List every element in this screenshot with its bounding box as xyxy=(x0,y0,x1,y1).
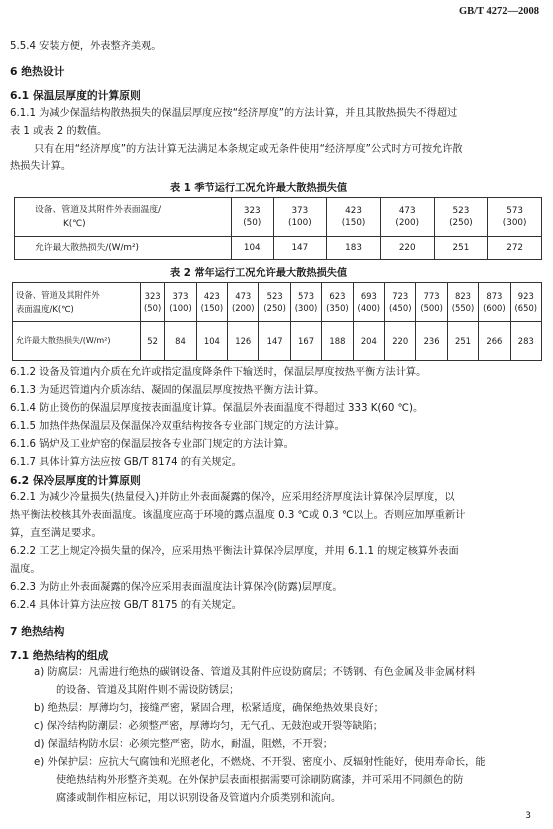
clause-6-1-5: 6.1.5 加热伴热保温层及保温保冷双重结构按各专业部门规定的方法计算。 xyxy=(10,421,345,432)
table1-loss-cell: 251 xyxy=(434,237,488,260)
table2-temperature-cell xyxy=(447,283,478,322)
table2-k: 693 xyxy=(360,291,377,301)
standard-number: GB/T 4272—2008 xyxy=(458,6,539,17)
clause-6-2-2-line2: 温度。 xyxy=(10,564,41,575)
table2-k: 373 xyxy=(172,291,189,301)
table2-temperature-label-line1: 设备、管道及其附件外 xyxy=(16,290,100,300)
table-2 xyxy=(12,282,542,361)
table2-k: 723 xyxy=(392,291,409,301)
section-heading-6: 6 绝热设计 xyxy=(10,65,65,78)
table1-temperature-cell xyxy=(232,198,274,237)
list-item-e-line2: 使绝热结构外形整齐美观。在外保护层表面根据需要可涂刷防腐漆，并可采用不同颜色的防 xyxy=(56,775,464,786)
table1-c: (100) xyxy=(288,218,312,228)
table1-temperature-label-line2: K(℃) xyxy=(63,219,86,229)
subsection-heading-6-2: 6.2 保冷层厚度的计算原则 xyxy=(10,474,141,487)
table2-k: 473 xyxy=(235,291,252,301)
table2-loss-cell: 84 xyxy=(165,322,196,361)
clause-6-1-1-line3: 只有在用“经济厚度”的方法计算无法满足本条规定或无条件使用“经济厚度”公式时方可按允许散 xyxy=(34,144,463,155)
table2-temperature-cell xyxy=(141,283,165,322)
clause-6-2-1-line3: 算，直至满足要求。 xyxy=(10,528,102,539)
table2-c: (650) xyxy=(514,303,538,313)
table2-temperature-label xyxy=(13,283,141,322)
subsection-heading-7-1: 7.1 绝热结构的组成 xyxy=(10,649,109,662)
table2-loss-cell: 220 xyxy=(385,322,416,361)
table2-c: (50) xyxy=(144,303,162,313)
table2-c: (600) xyxy=(483,303,506,313)
page-number: 3 xyxy=(525,811,531,821)
table1-c: (50) xyxy=(243,218,262,228)
list-item-a-line2: 的设备、管道及其附件则不需设防锈层； xyxy=(56,685,240,696)
table1-caption: 表 1 季节运行工况允许最大散热损失值 xyxy=(170,183,348,194)
table2-temperature-cell xyxy=(479,283,510,322)
table2-temperature-cell xyxy=(165,283,196,322)
table2-temperature-cell xyxy=(322,283,353,322)
table2-loss-cell: 167 xyxy=(290,322,321,361)
table2-c: (250) xyxy=(263,303,286,313)
table2-c: (300) xyxy=(294,303,318,313)
list-item-e-line1: e) 外保护层：应抗大气腐蚀和光照老化，不燃烧、不开裂、密度小、反辐射性能好，使用寿命长，能 xyxy=(34,757,486,768)
table2-c: (500) xyxy=(420,303,443,313)
list-item-d: d) 保温结构防水层：必须完整严密，防水，耐温，阻燃，不开裂； xyxy=(34,739,333,750)
table2-temperature-label-line2: 表面温度/K(℃) xyxy=(16,304,74,314)
clause-6-1-6: 6.1.6 锅炉及工业炉窑的保温层按各专业部门规定的方法计算。 xyxy=(10,439,294,450)
table1-k: 373 xyxy=(291,206,309,216)
table1-k: 423 xyxy=(345,206,362,216)
table2-loss-row xyxy=(13,322,542,361)
table-1 xyxy=(14,197,542,260)
clause-6-2-1-line2: 热平衡法校核其外表面温度。该温度应高于环境的露点温度 0.3 ℃或 0.3 ℃以上。否则应加厚重新计 xyxy=(10,510,466,521)
table2-loss-cell: 236 xyxy=(416,322,447,361)
table1-temperature-cell xyxy=(273,198,327,237)
table2-c: (350) xyxy=(326,303,349,313)
table1-temperature-row xyxy=(15,198,542,237)
table1-c: (250) xyxy=(449,218,473,228)
clause-6-2-3: 6.2.3 为防止外表面凝露的保冷应采用表面温度法计算保冷(防露)层厚度。 xyxy=(10,582,343,593)
table2-loss-cell: 204 xyxy=(353,322,384,361)
table2-loss-cell: 126 xyxy=(228,322,259,361)
table2-caption: 表 2 常年运行工况允许最大散热损失值 xyxy=(170,268,348,279)
table1-loss-cell: 272 xyxy=(488,237,542,260)
list-item-b: b) 绝热层：厚薄均匀，接缝严密，紧固合理，松紧适度，确保绝热效果良好； xyxy=(34,703,384,714)
clause-6-1-4: 6.1.4 防止烫伤的保温层厚度按表面温度计算。保温层外表面温度不得超过 333 K(60 ℃)。 xyxy=(10,403,424,414)
table2-temperature-cell xyxy=(353,283,384,322)
table2-temperature-cell xyxy=(196,283,227,322)
clause-6-2-2-line1: 6.2.2 工艺上规定冷损失量的保冷，应采用热平衡法计算保冷层厚度，并用 6.1.1 的规定核算外表面 xyxy=(10,546,459,557)
table1-c: (150) xyxy=(341,218,366,228)
clause-6-2-1-line1: 6.2.1 为减少冷量损失(热量侵入)并防止外表面凝露的保冷，应采用经济厚度法计算保冷层厚度，以 xyxy=(10,492,455,503)
table2-k: 623 xyxy=(329,291,346,301)
table2-c: (550) xyxy=(451,303,475,313)
list-item-c: c) 保冷结构防潮层：必须整严密，厚薄均匀，无气孔、无鼓泡或开裂等缺陷； xyxy=(34,721,383,732)
table1-loss-cell: 183 xyxy=(327,237,381,260)
table1-temperature-cell xyxy=(434,198,488,237)
table1-k: 323 xyxy=(243,206,261,216)
table2-c: (200) xyxy=(231,303,255,313)
table2-temperature-cell xyxy=(259,283,290,322)
list-item-e-line3: 腐漆或制作相应标记，用以识别设备及管道内介质类别和流向。 xyxy=(56,793,342,804)
clause-5-5-4: 5.5.4 安装方便，外表整齐美观。 xyxy=(10,41,162,52)
table1-loss-cell: 104 xyxy=(232,237,274,260)
table2-temperature-row xyxy=(13,283,542,322)
table2-k: 873 xyxy=(486,291,503,301)
table1-temperature-cell xyxy=(488,198,542,237)
table1-temperature-cell xyxy=(380,198,434,237)
clause-6-1-1-line4: 热损失计算。 xyxy=(10,161,72,172)
table1-k: 523 xyxy=(452,206,470,216)
subsection-heading-6-1: 6.1 保温层厚度的计算原则 xyxy=(10,89,141,102)
table2-temperature-cell xyxy=(290,283,321,322)
table2-temperature-cell xyxy=(416,283,447,322)
table1-k: 573 xyxy=(506,206,524,216)
table2-k: 423 xyxy=(203,291,220,301)
table2-c: (150) xyxy=(200,303,224,313)
table2-loss-cell: 266 xyxy=(479,322,510,361)
table2-k: 523 xyxy=(266,291,283,301)
section-heading-7: 7 绝热结构 xyxy=(10,625,65,638)
table2-c: (450) xyxy=(388,303,412,313)
list-item-a-line1: a) 防腐层：凡需进行绝热的碳钢设备、管道及其附件应设防腐层；不锈钢、有色金属及非金属材料 xyxy=(34,667,476,678)
table1-k: 473 xyxy=(398,206,416,216)
table2-temperature-cell xyxy=(228,283,259,322)
clause-6-1-1-line1: 6.1.1 为减少保温结构散热损失的保温层厚度应按“经济厚度”的方法计算，并且其散热损失不得超过 xyxy=(10,108,458,119)
table1-loss-row xyxy=(15,237,542,260)
table1-c: (300) xyxy=(502,218,527,228)
clause-6-2-4: 6.2.4 具体计算方法应按 GB/T 8175 的有关规定。 xyxy=(10,600,242,611)
clause-6-1-1-line2: 表 1 或表 2 的数值。 xyxy=(10,126,108,137)
table1-loss-cell: 220 xyxy=(380,237,434,260)
table1-c: (200) xyxy=(395,218,420,228)
table2-k: 323 xyxy=(144,291,161,301)
table2-loss-label: 允许最大散热损失/(W/m²) xyxy=(13,322,141,361)
table2-temperature-cell xyxy=(510,283,541,322)
table2-k: 823 xyxy=(454,291,471,301)
table2-k: 773 xyxy=(423,291,440,301)
table1-loss-cell: 147 xyxy=(273,237,327,260)
table1-loss-label: 允许最大散热损失/(W/m²) xyxy=(15,237,232,260)
table2-loss-cell: 147 xyxy=(259,322,290,361)
table1-temperature-label-line1: 设备、管道及其附件外表面温度/ xyxy=(35,205,162,215)
clause-6-1-2: 6.1.2 设备及管道内介质在允许或指定温度降条件下输送时，保温层厚度按热平衡方法计算。 xyxy=(10,367,427,378)
table2-k: 923 xyxy=(517,291,534,301)
table2-loss-cell: 251 xyxy=(447,322,478,361)
table1-temperature-label xyxy=(15,198,232,237)
clause-6-1-7: 6.1.7 具体计算方法应按 GB/T 8174 的有关规定。 xyxy=(10,457,242,468)
table2-c: (400) xyxy=(357,303,381,313)
table1-temperature-cell xyxy=(327,198,381,237)
table2-loss-cell: 52 xyxy=(141,322,165,361)
table2-loss-cell: 283 xyxy=(510,322,541,361)
table2-c: (100) xyxy=(169,303,192,313)
table2-loss-cell: 188 xyxy=(322,322,353,361)
table2-temperature-cell xyxy=(385,283,416,322)
table2-k: 573 xyxy=(298,291,315,301)
clause-6-1-3: 6.1.3 为延迟管道内介质冻结、凝固的保温层厚度按热平衡方法计算。 xyxy=(10,385,325,396)
table2-loss-cell: 104 xyxy=(196,322,227,361)
